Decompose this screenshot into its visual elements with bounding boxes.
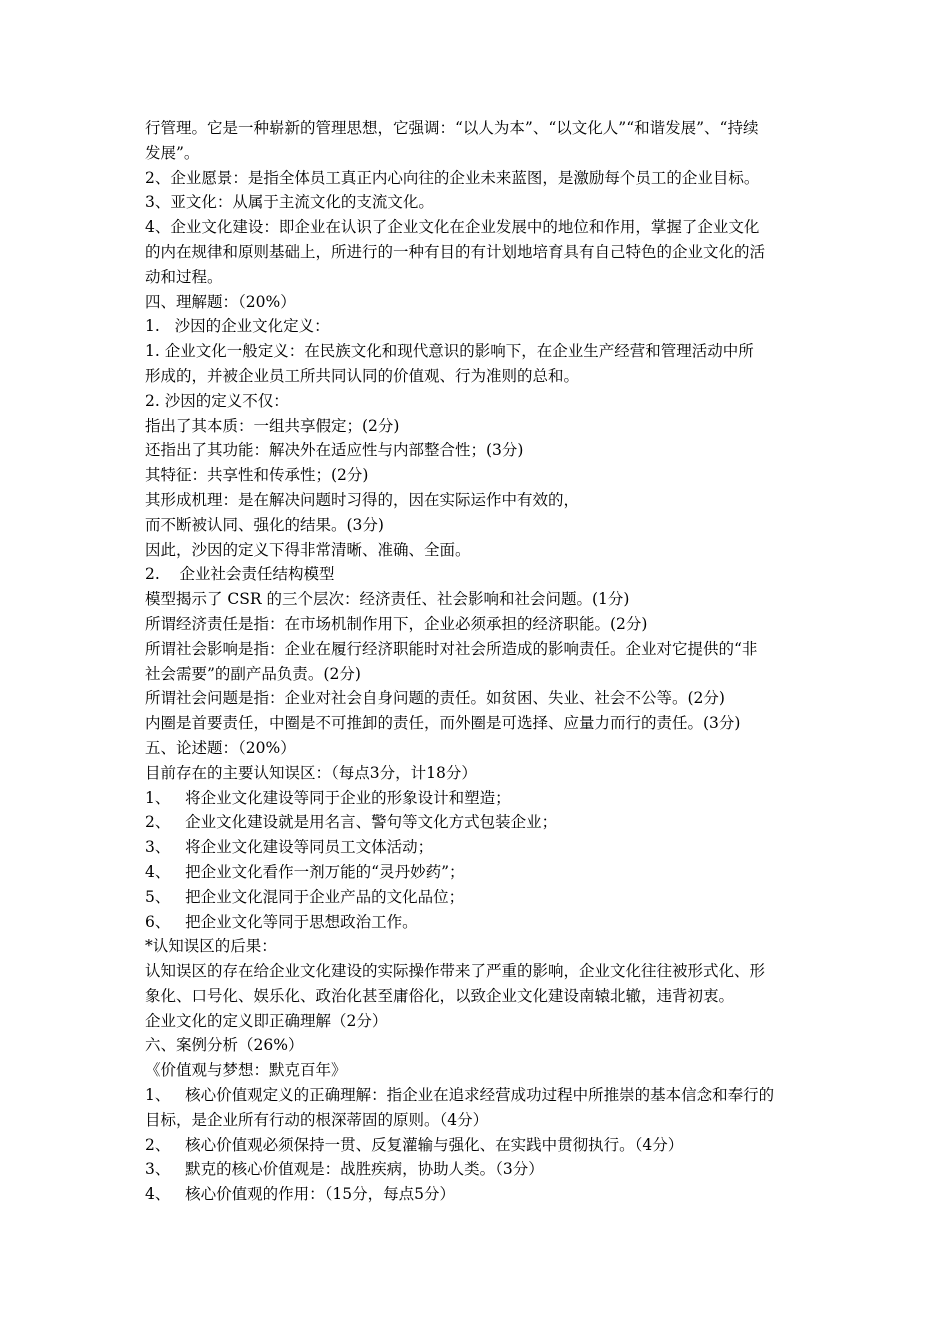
text-line: 动和过程。 <box>145 267 223 286</box>
text-line: 3、亚文化：从属于主流文化的支流文化。 <box>145 193 434 212</box>
list-item: 2、 核心价值观必须保持一贯、反复灌输与强化、在实践中贯彻执行。（4分） <box>145 1135 684 1154</box>
case-title: 《价值观与梦想：默克百年》 <box>145 1061 347 1080</box>
text-line: 目标，是企业所有行动的根深蒂固的原则。（4分） <box>145 1110 489 1129</box>
list-item: 6、 把企业文化等同于思想政治工作。 <box>145 912 418 931</box>
list-item: 1、 将企业文化建设等同于企业的形象设计和塑造； <box>145 788 511 807</box>
text-line: 内圈是首要责任，中圈是不可推卸的责任，而外圈是可选择、应量力而行的责任。(3分) <box>145 714 741 733</box>
document-body <box>145 116 813 1207</box>
text-line: 认知误区的存在给企业文化建设的实际操作带来了严重的影响，企业文化往往被形式化、形 <box>145 962 766 981</box>
text-line: 2. 沙因的定义不仅： <box>145 391 289 410</box>
text-line: 行管理。它是一种崭新的管理思想，它强调：“以人为本”、“以文化人”“和谐发展”、“持续 <box>145 119 759 137</box>
text-line: 所谓经济责任是指：在市场机制作用下，企业必须承担的经济职能。(2分) <box>145 614 648 633</box>
text-line: 所谓社会影响是指：企业在履行经济职能时对社会所造成的影响责任。企业对它提供的“非 <box>145 639 758 658</box>
text-line: 而不断被认同、强化的结果。(3分) <box>145 515 384 534</box>
text-line: 还指出了其功能：解决外在适应性与内部整合性；(3分) <box>145 441 524 460</box>
text-line: 的内在规律和原则基础上，所进行的一种有目的有计划地培育具有自己特色的企业文化的活 <box>145 242 766 261</box>
list-item: 4、 核心价值观的作用：（15分，每点5分） <box>145 1185 455 1204</box>
question-heading: 1. 沙因的企业文化定义： <box>145 317 330 336</box>
text-line: 模型揭示了 CSR 的三个层次：经济责任、社会影响和社会问题。(1分) <box>145 590 630 609</box>
text-line: 社会需要”的副产品负责。(2分) <box>145 664 361 683</box>
text-line: 企业文化的定义即正确理解（2分） <box>145 1011 388 1030</box>
list-item: 3、 将企业文化建设等同员工文体活动； <box>145 838 434 857</box>
section-heading: 四、理解题：（20%） <box>145 292 296 311</box>
list-item: 1、 核心价值观定义的正确理解：指企业在追求经营成功过程中所推崇的基本信念和奉行的 <box>145 1086 775 1105</box>
question-heading: 2. 企业社会责任结构模型 <box>145 565 335 584</box>
list-item: 3、 默克的核心价值观是：战胜疾病，协助人类。（3分） <box>145 1160 544 1179</box>
text-line: 发展”。 <box>145 143 200 162</box>
text-line: 其形成机理：是在解决问题时习得的，因在实际运作中有效的， <box>145 490 580 509</box>
text-line: 目前存在的主要认知误区：（每点3分，计18分） <box>145 763 477 782</box>
text-line: 因此，沙因的定义下得非常清晰、准确、全面。 <box>145 540 471 559</box>
list-item: 4、 把企业文化看作一剂万能的“灵丹妙药”； <box>145 862 465 881</box>
text-line: 1. 企业文化一般定义：在民族文化和现代意识的影响下，在企业生产经营和管理活动中所 <box>145 342 754 361</box>
text-line: 指出了其本质：一组共享假定；(2分) <box>145 416 400 435</box>
section-heading: 五、论述题：（20%） <box>145 738 296 757</box>
list-item: 2、 企业文化建设就是用名言、警句等文化方式包装企业； <box>145 813 558 832</box>
text-line: 4、企业文化建设：即企业在认识了企业文化在企业发展中的地位和作用，掌握了企业文化 <box>145 218 760 237</box>
text-line: 象化、口号化、娱乐化、政治化甚至庸俗化，以致企业文化建设南辕北辙，违背初衷。 <box>145 986 735 1005</box>
section-heading: 六、案例分析（26%） <box>145 1036 304 1055</box>
text-line: 其特征：共享性和传承性；(2分) <box>145 466 369 485</box>
text-line: 所谓社会问题是指：企业对社会自身问题的责任。如贫困、失业、社会不公等。(2分) <box>145 689 725 708</box>
list-item: 5、 把企业文化混同于企业产品的文化品位； <box>145 887 465 906</box>
text-line: 形成的，并被企业员工所共同认同的价值观、行为准则的总和。 <box>145 366 580 385</box>
text-line: *认知误区的后果： <box>145 937 277 956</box>
text-line: 2、企业愿景：是指全体员工真正内心向往的企业未来蓝图，是激励每个员工的企业目标。 <box>145 168 760 187</box>
